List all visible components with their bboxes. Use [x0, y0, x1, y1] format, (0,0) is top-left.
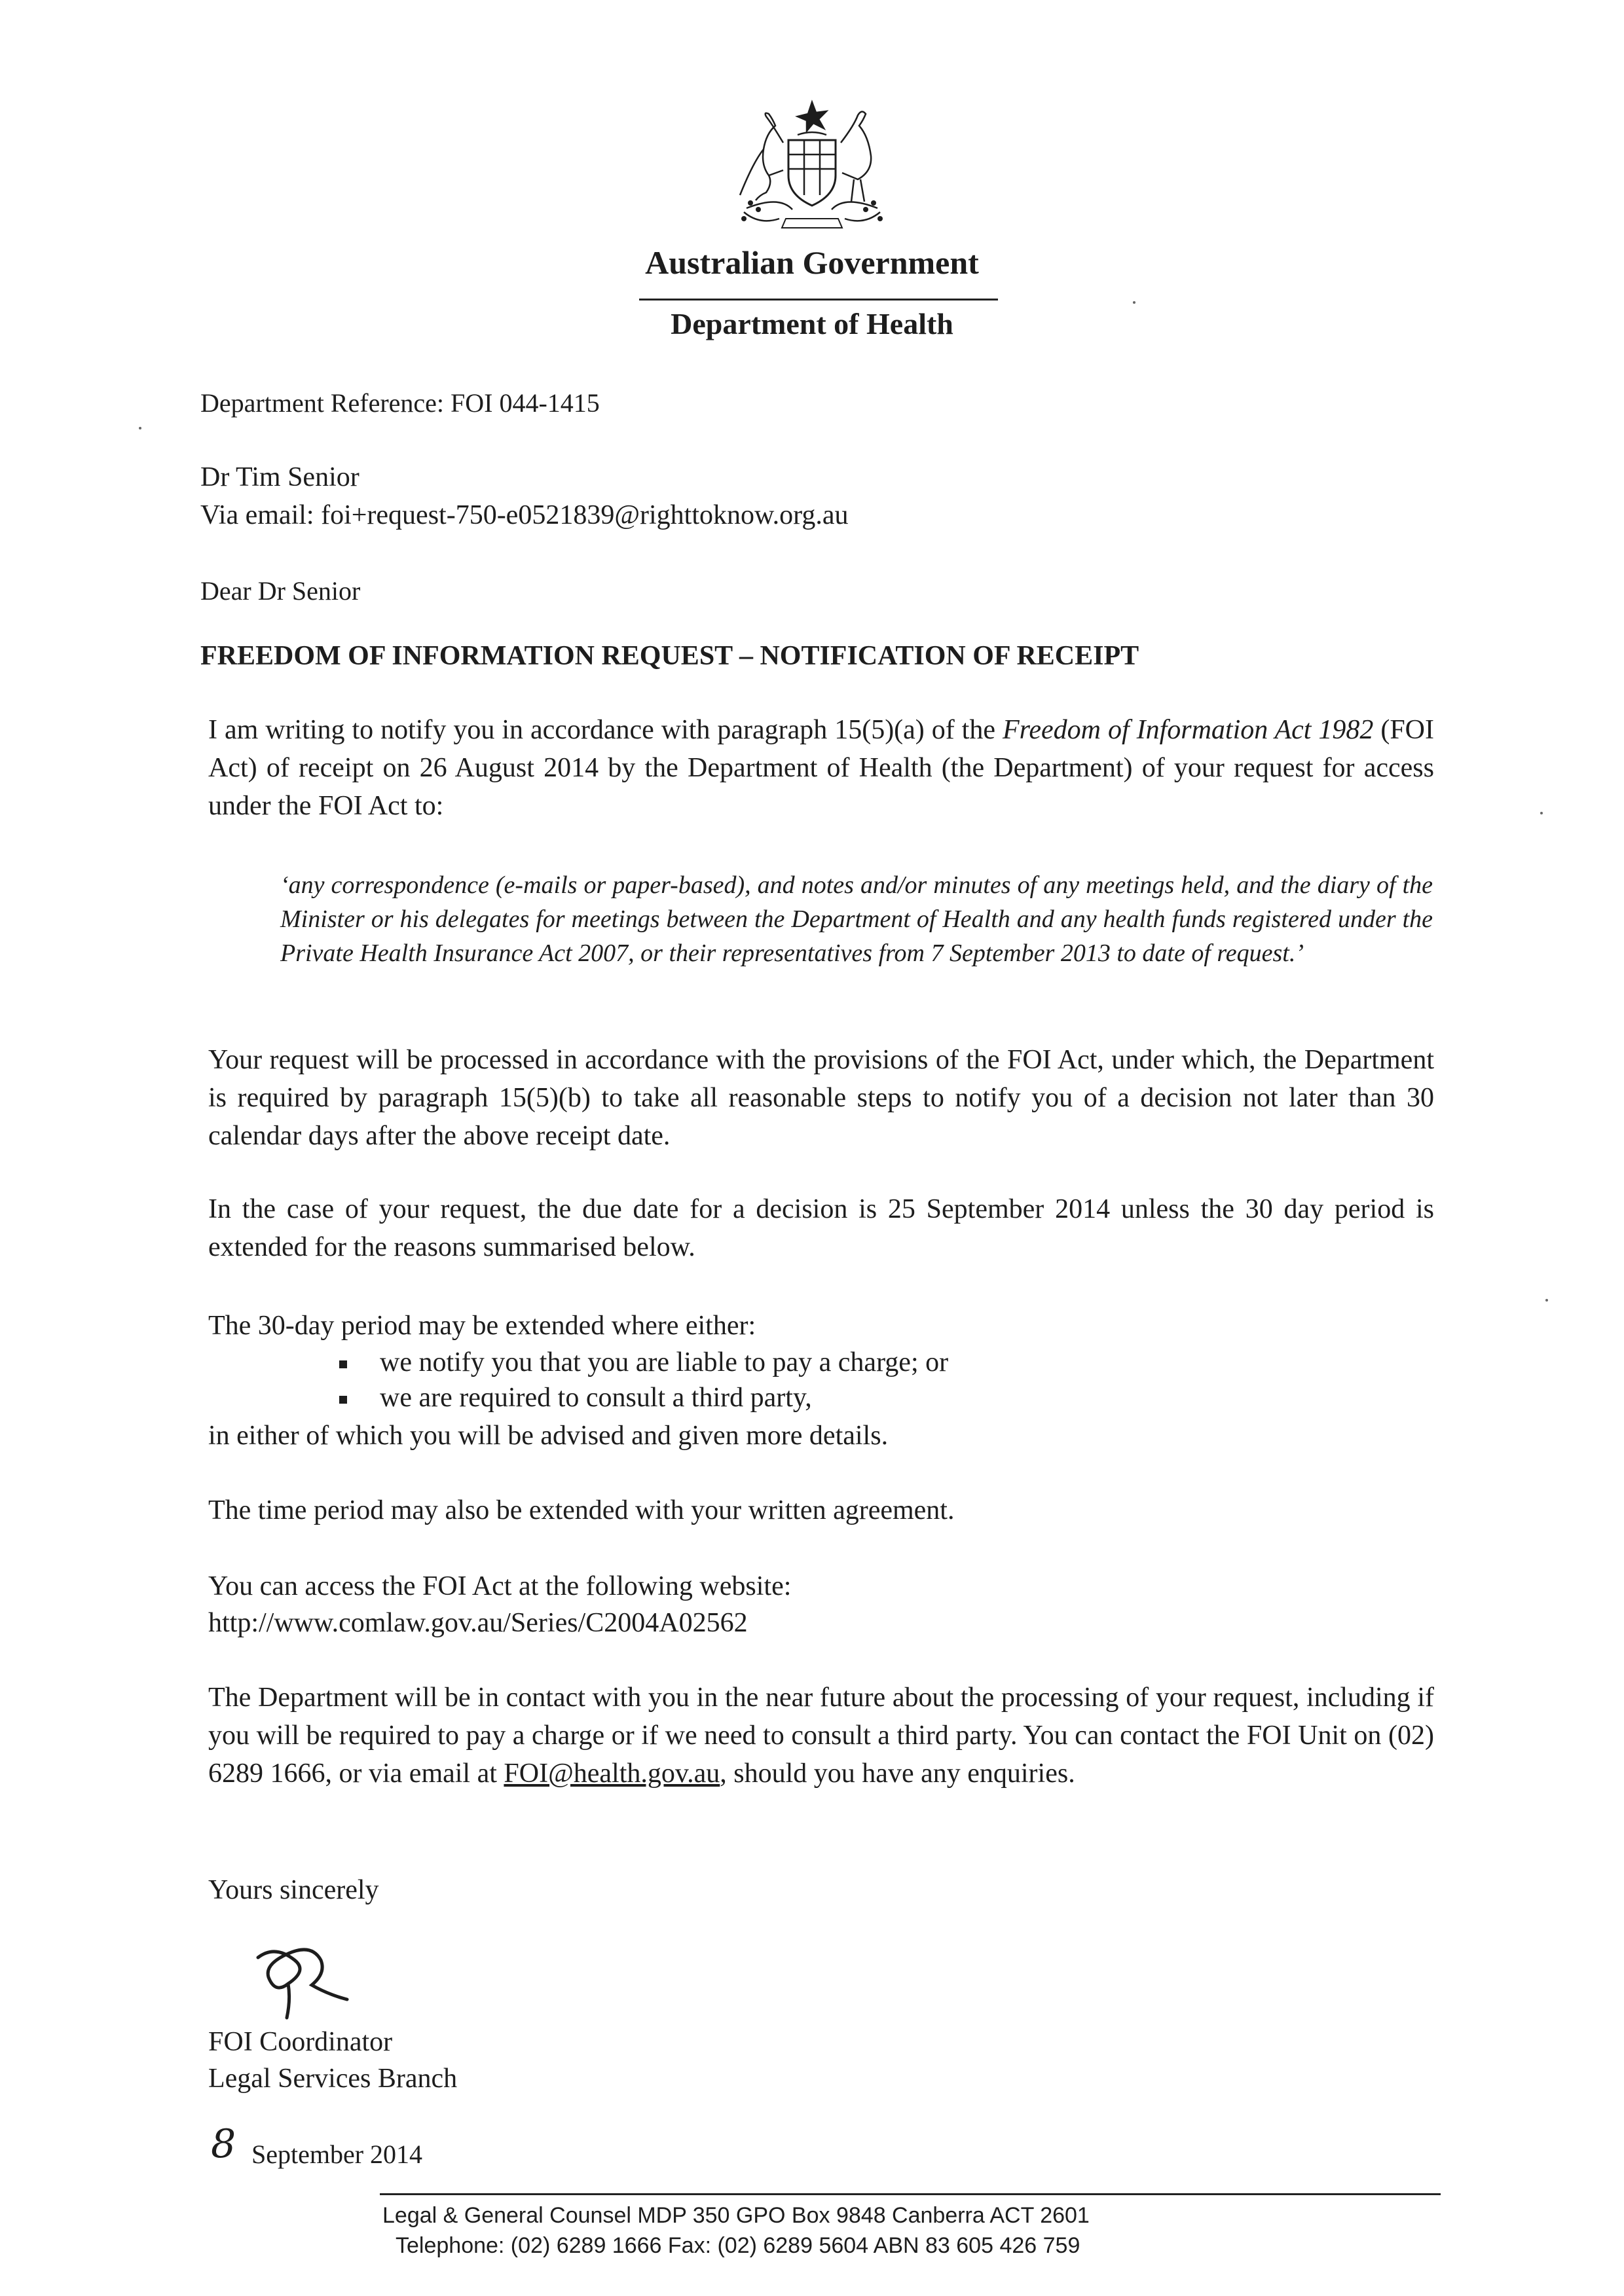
letter-date: September 2014	[251, 2140, 423, 2169]
scan-speck	[139, 427, 141, 429]
recipient-email: Via email: foi+request-750-e0521839@righttoknow.org.au	[200, 500, 849, 530]
extension-intro: The 30-day period may be extended where either:	[208, 1311, 756, 1341]
bullet-marker	[339, 1396, 347, 1404]
footer-divider	[380, 2193, 1441, 2195]
paragraph-notification: I am writing to notify you in accordance with paragraph 15(5)(a) of the Freedom of Information Act 1982 (FOI Act) of receipt on 26 August 2014 by the Department of Health (the Department) of your request for access under the FOI Act to:	[208, 715, 1434, 821]
signatory-branch: Legal Services Branch	[208, 2064, 458, 2094]
extension-bullet-charge: we notify you that you are liable to pay a charge; or	[380, 1347, 949, 1377]
act-title: Freedom of Information Act 1982	[1002, 715, 1374, 745]
paragraph-agreement: The time period may also be extended with your written agreement.	[208, 1495, 955, 1525]
extension-outro: in either of which you will be advised and given more details.	[208, 1421, 889, 1451]
scan-speck	[1133, 301, 1135, 304]
extension-bullet-third-party: we are required to consult a third party,	[380, 1383, 812, 1413]
recipient-name: Dr Tim Senior	[200, 462, 360, 492]
letter-heading: FREEDOM OF INFORMATION REQUEST – NOTIFICATION OF RECEIPT	[200, 641, 1139, 671]
coat-of-arms-icon	[720, 97, 904, 241]
government-name: Australian Government	[645, 244, 979, 281]
foi-email-link[interactable]: FOI@health.gov.au	[504, 1758, 720, 1789]
scan-speck	[1540, 812, 1543, 814]
department-name: Department of Health	[671, 307, 953, 340]
letterhead-divider	[639, 299, 998, 301]
footer-address: Legal & General Counsel MDP 350 GPO Box 9848 Canberra ACT 2601	[382, 2203, 1090, 2228]
scan-speck	[1545, 1299, 1548, 1302]
footer-contact: Telephone: (02) 6289 1666 Fax: (02) 6289 5604 ABN 83 605 426 759	[396, 2233, 1080, 2258]
handwritten-day: 8	[211, 2121, 236, 2167]
closing: Yours sincerely	[208, 1875, 379, 1905]
foi-act-url[interactable]: http://www.comlaw.gov.au/Series/C2004A02562	[208, 1608, 748, 1638]
department-reference: Department Reference: FOI 044-1415	[200, 388, 600, 418]
salutation: Dear Dr Senior	[200, 576, 361, 606]
paragraph-contact: The Department will be in contact with you in the near future about the processing of your request, including if you will be required to pay a charge or if we need to consult a third party. You can contact the FOI Unit on (02) 6289 1666, or via email at FOI@health.gov.au, should you have any enquiries.	[208, 1683, 1434, 1789]
bullet-marker	[339, 1360, 347, 1368]
paragraph-processing: Your request will be processed in accordance with the provisions of the FOI Act, under which, the Department is required by paragraph 15(5)(b) to take all reasonable steps to notify you of a decision not later than 30 calendar days after the above receipt date.	[208, 1045, 1434, 1151]
website-intro: You can access the FOI Act at the following website:	[208, 1571, 792, 1601]
signature-icon	[249, 1931, 393, 2023]
signatory-title: FOI Coordinator	[208, 2027, 393, 2057]
paragraph-due-date: In the case of your request, the due date for a decision is 25 September 2014 unless the 30 day period is extended for the reasons summarised below.	[208, 1194, 1434, 1262]
request-quote: ‘any correspondence (e-mails or paper-based), and notes and/or minutes of any meetings held, and the diary of the Minister or his delegates for meetings between the Department of Health and any health funds registered under the Private Health Insurance Act 2007, or their representatives from 7 September 2013 to date of request.’	[280, 871, 1433, 967]
